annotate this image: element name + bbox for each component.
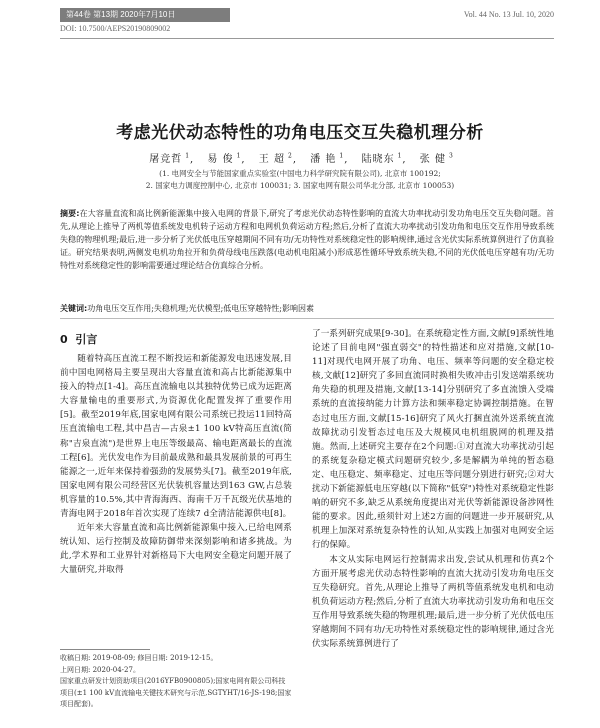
affiliation: 2. 国家电力调度控制中心, 北京市 100031; 3. 国家电网有限公司华北分部, 北京市 100053) <box>145 181 455 190</box>
journal-issue-en: Vol. 44 No. 13 Jul. 10, 2020 <box>463 10 554 19</box>
abstract-text: 在大容量直流和高比例新能源集中接入电网的背景下,研究了考虑光伏动态特性影响的直流大功率扰动引发功角电压交互失稳问题。首先,从理论上推导了两机等值系统发电机转子运动方程和电网机负荷运动方程;然后,分析了直流大功率扰动引发功角和电压交互作用导致系统失稳的物理机理;最后,进一步分析了光伏低电压穿越期间不同有功/无功特性对系统稳定性的影响规律,通过含光伏实际系统算例进行了仿真验证。研究结果表明,两侧发电机功角拉开和负荷母线电压跌落(电动机电阻减小)形成恶性循环导致系统失稳,不同的光伏低电压穿越有功/无功特性对系统稳定性的影响需要通过理论结合仿真综合分析。 <box>60 209 555 270</box>
paragraph: 随着特高压直流工程不断投运和新能源发电迅速发展,目前中国电网格局主要呈现出大容量直流和高占比新能源集中接入的特点[1-4]。高压直流输电以其独特优势已成为远距离大容量输电的重要形式,为资源优化配置发挥了重要作用[5]。截至2019年底,国家电网有限公司系统已投运11回特高压直流输电工程,其中昌吉—古泉±1 100 kV特高压直流(简称"吉泉直流")是世界上电压等级最高、输电距离最长的直流工程[6]。光伏发电作为目前最成熟和最具发展前景的可再生能源之一,近年来保持着强劲的发展势头[7]。截至2019年底,国家电网有限公司经营区光伏装机容量达到163 GW,占总装机容量的10.5%,其中青海海西、海南千万千瓦级光伏基地的青海电网于2018年首次实现了连续7 d全清洁能源供电[8]。 <box>60 354 292 520</box>
author: 王 超 $^2$, <box>258 152 297 165</box>
paper-title: 考虑光伏动态特性的功角电压交互失稳机理分析 <box>116 123 484 143</box>
footnote-received: 收稿日期: 2019-08-09; 修回日期: 2019-12-15。 <box>60 654 218 662</box>
abstract <box>60 207 554 272</box>
body-column-right <box>312 327 554 651</box>
author: 屠竞哲 $^1$, <box>149 152 195 165</box>
keywords-text: 功角电压交互作用;失稳机理;光伏模型;低电压穿越特性;影响因素 <box>87 304 314 313</box>
paragraph: 本文从实际电网运行控制需求出发,尝试从机理和仿真2个方面开展考虑光伏动态特性影响的直流大扰动引发功角电压交互失稳研究。首先,从理论上推导了两机等值系统发电机和电动机负荷运动方程;然后,分析了直流大功率扰动引发功角和电压交互作用导致系统失稳的物理机理;最后,进一步分析了光伏低电压穿越期间不同有功/无功特性对系统稳定性的影响规律,通过含光伏实际系统算例进行了 <box>312 554 554 650</box>
journal-header <box>0 0 600 22</box>
journal-issue: 第44卷 第13期 2020年7月10日 <box>60 8 230 22</box>
section-divider <box>60 318 554 319</box>
section-title: 引言 <box>75 333 98 346</box>
author-list <box>0 150 600 165</box>
footnotes <box>60 653 292 711</box>
footnote-divider <box>60 649 150 650</box>
footnote-online: 上网日期: 2020-04-27。 <box>60 665 140 674</box>
keywords-label: 关键词: <box>60 304 88 313</box>
doi: DOI: 10.7500/AEPS20190809002 <box>60 24 171 33</box>
section-number: 0 <box>60 333 68 346</box>
section-heading <box>60 331 97 347</box>
author: 潘 艳 $^1$, <box>310 152 349 165</box>
keywords <box>60 303 554 315</box>
paragraph: 了一系列研究成果[9-30]。在系统稳定性方面,文献[9]系统性地论述了目前电网"强直弱交"的特性描述和应对措施,文献[10-11]对现代电网开展了功角、电压、频率等问题的安全稳定校核,文献[12]研究了多回直流同时换相失败冲击引发送端系统功角失稳的机理及措施,文献[13-14]分别研究了多直流馈入受端系统的直流接纳能力计算方法和频率稳定协调控制措施。在智态过电压方面,文献[15-16]研究了风火打捆直流外送系统直流故障扰动引发暂态过电压及大规模风电机组脱网的机理及措施。然而,上述研究主要存在2个问题:①对直流大功率扰动引起的系统复杂稳定模式问题研究较少,多是解耦为单纯的暂态稳定、电压稳定、频率稳定、过电压等问题分别进行研究;②对大扰动下新能源低电压穿越(以下简称"低穿")特性对系统稳定性影响的研究不多,缺乏从系统角度提出对光伏等新能源设备涉网性能的要求。因此,亟须针对上述2方面的问题进一步开展研究,从机理上加深对系统复杂特性的认知,从实践上加强对电网安全运行的保障。 <box>312 329 554 551</box>
author: 陆晓东 $^1$, <box>361 152 407 165</box>
author: 易 俊 $^1$, <box>207 152 246 165</box>
paragraph: 近年来大容量直流和高比例新能源集中接入,已给电网系统认知、运行控制及故障防御带来深刻影响和诸多挑战。为此,学术界和工业界针对新格局下大电网安全稳定问题开展了大量研究,并取得 <box>60 523 292 576</box>
footnote-funding: 国家重点研发计划资助项目(2016YFB0900805);国家电网有限公司科技项目(±1 100 kV直流输电关键技术研究与示范,SGTYHT/16-JS-198;国家项目配套)。 <box>60 677 292 708</box>
affiliation: (1. 电网安全与节能国家重点实验室(中国电力科学研究院有限公司), 北京市 100192; <box>159 169 441 178</box>
abstract-label: 摘要: <box>60 209 80 218</box>
author: 张 健 $^3$ <box>419 152 454 165</box>
header-divider <box>60 38 554 39</box>
body-column-left <box>60 352 292 578</box>
